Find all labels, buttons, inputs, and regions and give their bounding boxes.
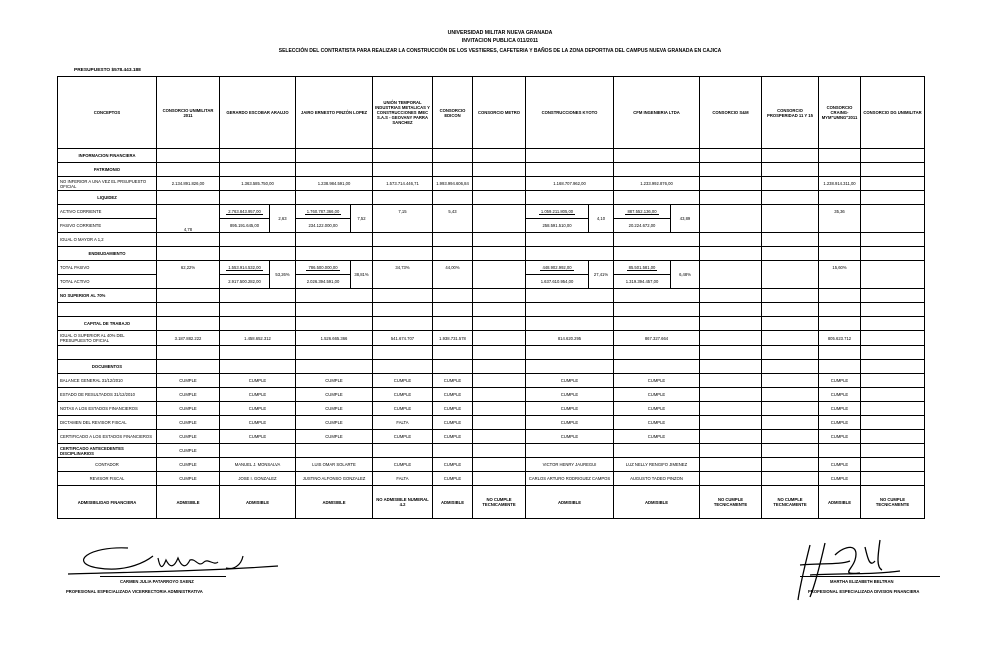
liquidity-c3-assets: 1.760.787.366,00	[296, 205, 351, 219]
indebtedness-c2-assets: 2.917.500.282,00	[220, 275, 270, 289]
liquidity-c8-ratio: 43,89	[671, 205, 700, 233]
wc-c5: 1.938.731.578	[433, 331, 473, 346]
cell-cumple: CUMPLE	[296, 388, 373, 402]
liquidity-c8-assets: 887.552.136,00	[614, 205, 671, 219]
row-notes	[58, 402, 925, 416]
cell-cumple: CUMPLE	[819, 402, 861, 416]
section-patrimony: PATRIMONIO	[58, 163, 157, 177]
cell-cumple: CUMPLE	[819, 430, 861, 444]
label-total-assets: TOTAL ACTIVO	[58, 275, 157, 289]
patrimony-c2: 1.363.585.750,00	[220, 177, 296, 191]
right-signer-name: MARTHA ELIZABETH BELTRAN	[830, 579, 894, 584]
cell-cumple: CUMPLE	[526, 416, 614, 430]
row-documents-title	[58, 360, 925, 374]
label-accountant: CONTADOR	[58, 458, 157, 472]
invitation-title: INVITACION PUBLICA 011/2011	[461, 38, 539, 44]
section-documents: DOCUMENTOS	[58, 360, 157, 374]
label-notes: NOTAS A LOS ESTADOS FINANCIEROS	[58, 402, 157, 416]
label-current-assets: ACTIVO CORRIENTE	[58, 205, 157, 219]
indebtedness-c2-ratio: 53,26%	[270, 261, 296, 289]
cell-cumple: CUMPLE	[373, 402, 433, 416]
indebtedness-c8-ratio: 6,48%	[671, 261, 700, 289]
row-certified-statements	[58, 430, 925, 444]
result-c3: ADMISIBLE	[296, 486, 373, 519]
indebtedness-c7-ratio: 27,41%	[589, 261, 614, 289]
liquidity-c7-liab: 258.591.510,00	[526, 219, 589, 233]
patrimony-c3: 1.238.984.591,00	[296, 177, 373, 191]
section-working-capital: CAPITAL DE TRABAJO	[58, 317, 157, 331]
accountant-c2: MANUEL J. MONSALVA	[220, 458, 296, 472]
col-c11: CONSORCIO CRAING-MYM"UMNG"2011	[819, 77, 861, 149]
liquidity-c7-ratio: 4,10	[589, 205, 614, 233]
header-row	[58, 77, 925, 149]
col-c1: CONSORCIO UNIMILITAR 2011	[157, 77, 220, 149]
cell-cumple: CUMPLE	[220, 416, 296, 430]
result-c9: NO CUMPLE TECNICAMENTE	[700, 486, 762, 519]
left-signer-title: PROFESIONAL ESPECIALIZADA VICERRECTORIA ADMINISTRATIVA	[66, 589, 203, 594]
cell-cumple: CUMPLE	[819, 458, 861, 472]
indebtedness-c4: 34,73%	[373, 261, 433, 289]
row-not-greater-70	[58, 289, 925, 303]
indebtedness-c8-assets: 1.319.394.457,00	[614, 275, 671, 289]
wc-c8: 867.327.664	[614, 331, 700, 346]
result-c4: NO ADMISIBLE NUMERAL 4.2	[373, 486, 433, 519]
accountant-c8: LUZ NELLY RENGIFO JIMENEZ	[614, 458, 700, 472]
cell-cumple: CUMPLE	[614, 402, 700, 416]
liquidity-c2-assets: 2.763.843.957,00	[220, 205, 270, 219]
indebtedness-c2-liab: 1.553.914.532,00	[220, 261, 270, 275]
right-signature-line	[800, 576, 940, 577]
section-financial-info: INFORMACION FINANCIERA	[58, 149, 157, 163]
row-accountant	[58, 458, 925, 472]
label-current-liabilities: PASIVO CORRIENTE	[58, 219, 157, 233]
label-equal-greater: IGUAL O MAYOR A 1,2	[58, 233, 157, 247]
patrimony-c8: 1.233.992.876,00	[614, 177, 700, 191]
cell-cumple: CUMPLE	[220, 402, 296, 416]
accountant-c3: LUIS OMAR SOLARTE	[296, 458, 373, 472]
reviewer-c3: JUSTINO ALFONSO GONZALEZ	[296, 472, 373, 486]
cell-falta: FALTA	[373, 416, 433, 430]
cell-cumple: CUMPLE	[157, 416, 220, 430]
cell-cumple: CUMPLE	[220, 430, 296, 444]
col-c3: JAIRO ERNESTO PINZÓN LOPEZ	[296, 77, 373, 149]
liquidity-c2-ratio: 2,63	[270, 205, 296, 233]
cell-falta: FALTA	[373, 472, 433, 486]
cell-cumple: CUMPLE	[614, 430, 700, 444]
col-c8: CFM INGENIERIA LTDA	[614, 77, 700, 149]
patrimony-c11: 1.238.914.311,00	[819, 177, 861, 191]
reviewer-c7: CARLOS ARTURO RODRIGUEZ CAMPOS	[526, 472, 614, 486]
left-signature-line	[100, 576, 226, 577]
label-total-liabilities: TOTAL PASIVO	[58, 261, 157, 275]
reviewer-c2: JOSE I. GONZALEZ	[220, 472, 296, 486]
cell-cumple: CUMPLE	[526, 388, 614, 402]
wc-c2: 1.458.652.312	[220, 331, 296, 346]
cell-cumple: CUMPLE	[220, 374, 296, 388]
col-c5: CONSORCIO EDICON	[433, 77, 473, 149]
cell-cumple: CUMPLE	[157, 402, 220, 416]
selection-title: SELECCIÓN DEL CONTRATISTA PARA REALIZAR LA CONSTRUCCIÓN DE LOS VESTIERES, CAFETERIA Y BAÑOS DE LA ZONA DEPORTIVA DEL CAMPUS NUEVA GRANADA EN CAJICA	[278, 48, 722, 54]
indebtedness-c3-ratio: 38,81%	[351, 261, 373, 289]
cell-cumple: CUMPLE	[373, 458, 433, 472]
wc-c1: 3.187.882.222	[157, 331, 220, 346]
liquidity-c3-ratio: 7,52	[351, 205, 373, 233]
patrimony-c5: 1.993.994.606,84	[433, 177, 473, 191]
cell-cumple: CUMPLE	[819, 416, 861, 430]
cell-cumple: CUMPLE	[433, 402, 473, 416]
reviewer-c8: AUGUSTO TADEO PINZON	[614, 472, 700, 486]
liquidity-c2-liab: 895.191.645,00	[220, 219, 270, 233]
col-c2: GERARDO ESCOBAR ARAUJO	[220, 77, 296, 149]
wc-c7: 814.620.295	[526, 331, 614, 346]
indebtedness-c7-liab: 448.902.992,00	[526, 261, 589, 275]
row-fiscal-opinion	[58, 416, 925, 430]
row-working-capital-title	[58, 317, 925, 331]
liquidity-c11: 35,36	[819, 205, 861, 233]
section-indebtedness: ENDEUDAMIENTO	[58, 247, 157, 261]
cell-cumple: CUMPLE	[373, 430, 433, 444]
cell-cumple: CUMPLE	[433, 388, 473, 402]
cell-cumple: CUMPLE	[157, 374, 220, 388]
col-c7: CONSTRUCCIONES KYOTO	[526, 77, 614, 149]
label-certified-statements: CERTIFICADO A LOS ESTADOS FINANCIEROS	[58, 430, 157, 444]
cell-cumple: CUMPLE	[296, 402, 373, 416]
cell-cumple: CUMPLE	[819, 472, 861, 486]
cell-cumple: CUMPLE	[433, 416, 473, 430]
label-fiscal-opinion: DICTAMEN DEL REVISOR FISCAL	[58, 416, 157, 430]
right-signature-scribble	[790, 535, 910, 605]
result-c11: ADMISIBLE	[819, 486, 861, 519]
liquidity-c3-liab: 234.122.000,00	[296, 219, 351, 233]
row-current-assets	[58, 205, 925, 219]
cell-cumple: CUMPLE	[157, 444, 220, 458]
patrimony-c1: 2.134.891.826,00	[157, 177, 220, 191]
col-c4: UNIÓN TEMPORAL INDUSTRIAS METALICAS Y CONSTRUCCIONES IMEC S.A.S - GEOVANY PARRA SANCHEZ	[373, 77, 433, 149]
result-c1: ADMISIBLE	[157, 486, 220, 519]
cell-cumple: CUMPLE	[526, 374, 614, 388]
row-results	[58, 388, 925, 402]
row-patrimony-title	[58, 163, 925, 177]
col-c10: CONSORCIO PROSPERIDAD 11 Y 15	[762, 77, 819, 149]
row-working-capital-values	[58, 331, 925, 346]
row-blank-1	[58, 303, 925, 317]
col-c9: CONSORCIO S&M	[700, 77, 762, 149]
indebtedness-c5: 44,00%	[433, 261, 473, 289]
cell-cumple: CUMPLE	[819, 388, 861, 402]
row-fiscal-reviewer	[58, 472, 925, 486]
cell-cumple: CUMPLE	[373, 374, 433, 388]
label-balance: BALANCE GENERAL 31/12/2010	[58, 374, 157, 388]
cell-cumple: CUMPLE	[433, 430, 473, 444]
cell-cumple: CUMPLE	[157, 388, 220, 402]
cell-cumple: CUMPLE	[157, 458, 220, 472]
row-indebtedness-title	[58, 247, 925, 261]
label-not-greater-70: NO SUPERIOR AL 70%	[58, 289, 157, 303]
financial-evaluation-table	[57, 76, 925, 519]
cell-cumple: CUMPLE	[433, 472, 473, 486]
label-disciplinary: CERTIFICADO ANTECEDENTES DISCIPLINARIOS	[58, 444, 157, 458]
result-c8: ADMISIBLE	[614, 486, 700, 519]
row-disciplinary	[58, 444, 925, 458]
label-equal-greater-40: IGUAL O SUPERIOR AL 40% DEL PRESUPUESTO OFICIAL	[58, 331, 157, 346]
row-balance	[58, 374, 925, 388]
cell-cumple: CUMPLE	[220, 388, 296, 402]
col-concepts: CONCEPTOS	[58, 77, 157, 149]
left-signer-name: CARMEN JULIA PATARROYO SAENZ	[120, 579, 194, 584]
cell-cumple: CUMPLE	[614, 416, 700, 430]
indebtedness-c8-liab: 85.501.581,00	[614, 261, 671, 275]
cell-cumple: CUMPLE	[819, 374, 861, 388]
result-c10: NO CUMPLE TECNICAMENTE	[762, 486, 819, 519]
cell-cumple: CUMPLE	[526, 430, 614, 444]
accountant-c7: VICTOR HENRY JAUREGUI	[526, 458, 614, 472]
liquidity-c4: 7,15	[373, 205, 433, 233]
liquidity-c8-liab: 20.224.672,00	[614, 219, 671, 233]
cell-cumple: CUMPLE	[157, 430, 220, 444]
indebtedness-c7-assets: 1.637.610.954,00	[526, 275, 589, 289]
university-title: UNIVERSIDAD MILITAR NUEVA GRANADA	[447, 30, 553, 36]
cell-cumple: CUMPLE	[296, 416, 373, 430]
cell-cumple: CUMPLE	[157, 472, 220, 486]
cell-cumple: CUMPLE	[614, 388, 700, 402]
wc-c3: 1.526.665.366	[296, 331, 373, 346]
liquidity-c1: 4,78	[157, 205, 220, 233]
wc-c4: 541.674.707	[373, 331, 433, 346]
result-c6: NO CUMPLE TECNICAMENTE	[473, 486, 526, 519]
row-patrimony-values	[58, 177, 925, 191]
result-c12: NO CUMPLE TECNICAMENTE	[861, 486, 925, 519]
result-c2: ADMISIBLE	[220, 486, 296, 519]
patrimony-c7: 1.168.707.962,00	[526, 177, 614, 191]
label-admissibility: ADMISIBILIDAD FINANCIERA	[58, 486, 157, 519]
indebtedness-c1: 62,22%	[157, 261, 220, 289]
cell-cumple: CUMPLE	[526, 402, 614, 416]
indebtedness-c11: 15,60%	[819, 261, 861, 289]
cell-cumple: CUMPLE	[614, 374, 700, 388]
row-liquidity-title	[58, 191, 925, 205]
liquidity-c7-assets: 1.059.211.805,00	[526, 205, 589, 219]
indebtedness-c3-liab: 786.500.000,00	[296, 261, 351, 275]
cell-cumple: CUMPLE	[296, 430, 373, 444]
right-signer-title: PROFESIONAL ESPECIALIZADA DIVISION FINANCIERA	[808, 589, 920, 594]
cell-cumple: CUMPLE	[373, 388, 433, 402]
cell-cumple: CUMPLE	[433, 374, 473, 388]
label-results: ESTADO DE RESULTADOS 31/12/2010	[58, 388, 157, 402]
wc-c11: 805.623.712	[819, 331, 861, 346]
row-total-liabilities	[58, 261, 925, 275]
section-liquidity: LIQUIDEZ	[58, 191, 157, 205]
label-fiscal-reviewer: REVISOR FISCAL	[58, 472, 157, 486]
result-c7: ADMISIBLE	[526, 486, 614, 519]
col-c6: CONSORCIO METRO	[473, 77, 526, 149]
budget-label: PRESUPUESTO $578.443.188	[74, 68, 141, 73]
patrimony-c4: 1.573.714.446,71	[373, 177, 433, 191]
indebtedness-c3-assets: 2.026.394.591,00	[296, 275, 351, 289]
liquidity-c5: 5,43	[433, 205, 473, 233]
col-c12: CONSORCIO DG UNIMILITAR	[861, 77, 925, 149]
cell-cumple: CUMPLE	[296, 374, 373, 388]
result-c5: ADMISIBLE	[433, 486, 473, 519]
row-admissibility	[58, 486, 925, 519]
cell-cumple: CUMPLE	[433, 458, 473, 472]
label-not-less-once: NO INFERIOR A UNA VEZ EL PRSUPUESTO OFICIAL	[58, 177, 157, 191]
row-equal-greater	[58, 233, 925, 247]
row-blank-2	[58, 346, 925, 360]
row-financial-info	[58, 149, 925, 163]
